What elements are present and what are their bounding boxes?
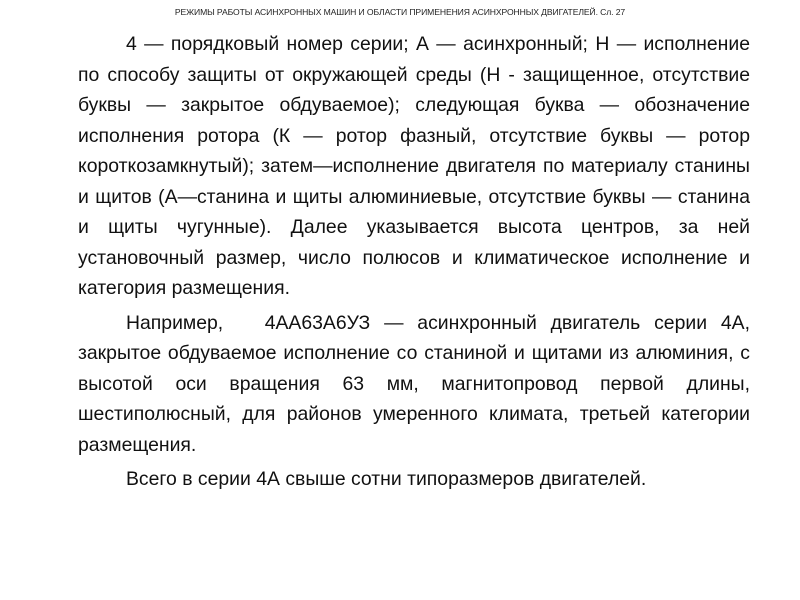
slide-header: РЕЖИМЫ РАБОТЫ АСИНХРОННЫХ МАШИН И ОБЛАСТИ ПРИМЕНЕНИЯ АСИНХРОННЫХ ДВИГАТЕЛЕЙ. Сл. 27 [174, 7, 626, 17]
paragraph-example: Например, 4АА63А6УЗ — асинхронный двигатель серии 4А, закрытое обдуваемое исполнение со станиной и щитами из алюминия, с высотой оси вращения 63 мм, магнитопровод первой длины, шестиполюсный, для районов умеренного климата, третьей категории размещения. [78, 311, 756, 456]
slide-body [78, 29, 756, 495]
paragraph-series-designation: 4 — порядковый номер серии; А — асинхронный; Н — исполнение по способу защиты от окружающей среды (Н - защищенное, отсутствие буквы — закрытое обдуваемое); следующая буква — обозначение исполнения ротора (К — ротор фазный, отсутствие буквы — ротор короткозамкнутый); затем—исполнение двигателя по материалу станины и щитов (А—станина и щиты алюминиевые, отсутствие буквы — станина и щиты чугунные). Далее указывается высота центров, за ней установочный размер, число полюсов и климатическое исполнение и категория размещения. [78, 33, 750, 299]
paragraph-summary: Всего в серии 4А свыше сотни типоразмеров двигателей. [126, 468, 647, 490]
